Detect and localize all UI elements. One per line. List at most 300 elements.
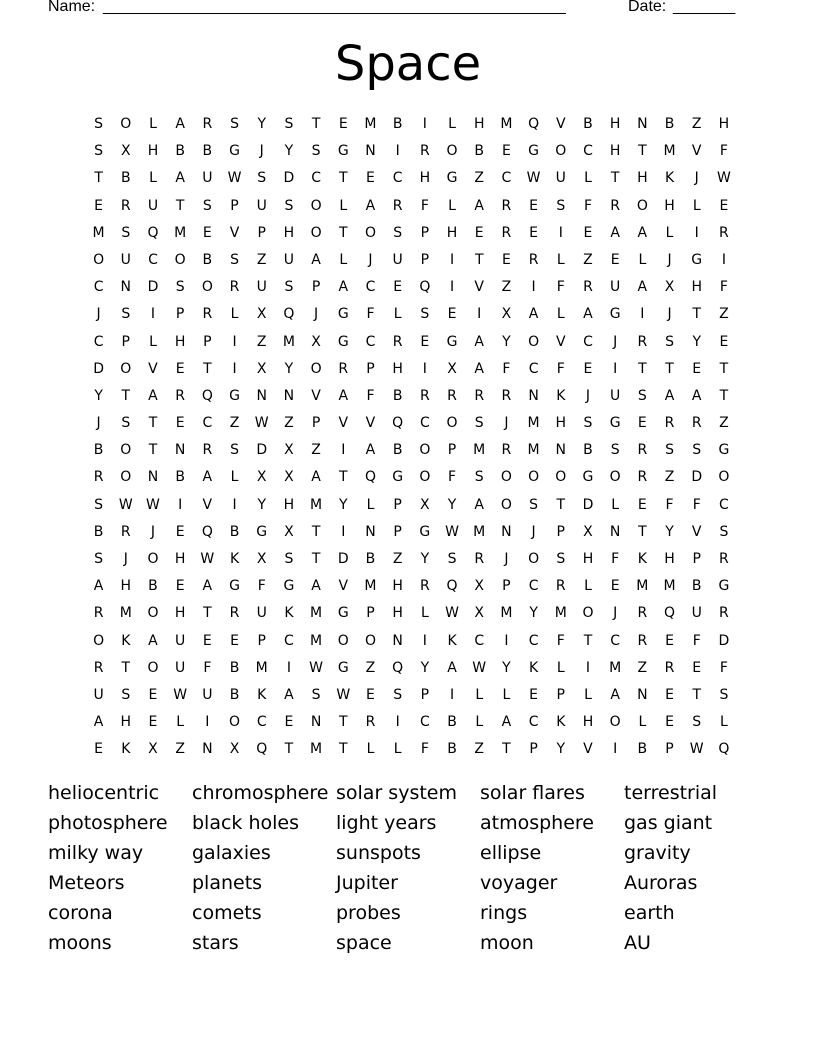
grid-row [85, 494, 738, 521]
grid-letter: S [420, 306, 430, 323]
grid-letter: A [338, 279, 349, 296]
grid-letter: I [449, 279, 455, 296]
grid-letter: O [310, 360, 322, 377]
grid-letter: E [665, 632, 674, 649]
grid-row [85, 358, 738, 385]
grid-letter: H [120, 578, 132, 595]
grid-letter: D [718, 632, 730, 649]
grid-letter: I [150, 306, 156, 323]
grid-letter: L [556, 306, 565, 323]
date-blank-line: _______ [673, 0, 736, 15]
grid-letter: R [719, 224, 729, 241]
grid-letter: U [202, 170, 213, 187]
grid-letter: A [175, 170, 185, 187]
grid-row [85, 711, 738, 738]
grid-letter: L [230, 469, 239, 486]
grid-letter: N [174, 442, 186, 459]
grid-letter: I [232, 496, 237, 513]
grid-letter: H [283, 496, 295, 513]
grid-letter: S [556, 551, 566, 567]
grid-letter: B [229, 686, 240, 703]
word-list-item: stars [192, 932, 239, 954]
grid-letter: X [148, 741, 158, 758]
grid-letter: U [147, 197, 159, 214]
grid-letter: R [392, 197, 403, 214]
grid-letter: T [638, 523, 647, 540]
grid-letter: E [366, 170, 375, 187]
grid-letter: P [393, 523, 402, 540]
grid-letter: N [147, 469, 159, 486]
grid-letter: H [392, 360, 403, 377]
grid-letter: R [583, 279, 593, 296]
grid-letter: Y [692, 333, 701, 350]
grid-letter: O [609, 469, 621, 486]
grid-letter: Q [201, 387, 213, 404]
grid-letter: H [392, 605, 403, 622]
grid-letter: S [121, 686, 131, 703]
grid-letter: T [339, 224, 348, 241]
grid-letter: E [420, 333, 430, 350]
grid-letter: B [691, 578, 702, 595]
grid-letter: C [583, 143, 593, 160]
grid-row [85, 439, 738, 466]
grid-letter: I [504, 632, 509, 649]
grid-letter: L [149, 170, 157, 187]
grid-letter: Y [339, 496, 348, 513]
name-blank-line: ____________________________________________________ [103, 0, 566, 15]
grid-letter: X [474, 578, 485, 595]
grid-letter: G [283, 578, 295, 595]
grid-letter: T [556, 496, 566, 513]
grid-letter: Z [256, 333, 267, 350]
grid-letter: E [529, 224, 539, 241]
grid-row [85, 113, 738, 140]
grid-row [85, 521, 738, 548]
grid-letter: W [526, 170, 541, 187]
grid-letter: V [338, 415, 349, 432]
grid-letter: S [202, 197, 212, 214]
grid-letter: U [256, 605, 267, 622]
grid-letter: A [202, 578, 213, 595]
grid-letter: U [610, 279, 621, 296]
grid-letter: I [613, 360, 618, 377]
grid-letter: S [692, 442, 702, 459]
word-list-item: atmosphere [480, 812, 594, 834]
grid-letter: A [474, 496, 484, 513]
grid-letter: C [392, 170, 403, 187]
grid-letter: S [121, 224, 131, 241]
word-list [48, 779, 768, 959]
grid-letter: B [229, 523, 240, 540]
grid-letter: D [283, 170, 295, 187]
grid-letter: M [364, 578, 377, 595]
grid-letter: A [311, 578, 321, 595]
grid-letter: L [665, 224, 674, 241]
grid-letter: U [202, 686, 213, 703]
grid-letter: T [311, 523, 321, 540]
grid-letter: Y [529, 605, 538, 622]
grid-letter: E [175, 523, 185, 540]
grid-letter: F [692, 632, 701, 649]
grid-letter: M [473, 523, 486, 540]
grid-letter: J [667, 251, 672, 268]
grid-letter: S [311, 143, 321, 160]
grid-letter: T [502, 741, 511, 758]
grid-letter: L [475, 686, 484, 703]
grid-letter: R [229, 605, 240, 622]
grid-letter: Z [256, 251, 267, 268]
grid-letter: W [472, 659, 487, 676]
grid-letter: R [474, 387, 485, 404]
grid-letter: E [175, 360, 185, 377]
grid-letter: O [446, 143, 458, 160]
grid-letter: O [310, 197, 322, 214]
grid-letter: W [309, 659, 324, 676]
grid-letter: Y [556, 741, 566, 758]
grid-letter: T [692, 306, 701, 323]
word-list-item: comets [192, 902, 262, 924]
page-title: Space [334, 36, 482, 92]
grid-letter: G [691, 251, 703, 268]
grid-letter: R [664, 659, 675, 676]
grid-letter: T [311, 551, 321, 567]
grid-letter: F [719, 659, 728, 676]
grid-letter: E [202, 632, 212, 649]
grid-letter: O [582, 605, 594, 622]
grid-letter: I [205, 714, 210, 731]
grid-letter: I [613, 741, 618, 758]
grid-letter: C [419, 415, 430, 432]
grid-letter: T [638, 360, 647, 377]
grid-letter: H [174, 551, 186, 567]
grid-letter: T [148, 442, 158, 459]
grid-letter: B [447, 714, 457, 731]
grid-letter: J [613, 333, 618, 350]
word-list-item: AU [624, 932, 651, 954]
grid-letter: F [611, 551, 620, 567]
grid-letter: B [93, 442, 104, 459]
grid-letter: E [583, 360, 593, 377]
grid-letter: H [609, 116, 621, 132]
grid-letter: R [447, 387, 457, 404]
grid-letter: S [311, 686, 321, 703]
grid-letter: E [665, 714, 674, 731]
grid-letter: B [637, 741, 648, 758]
grid-letter: Y [284, 143, 294, 160]
grid-letter: C [148, 251, 158, 268]
grid-letter: Q [364, 469, 376, 486]
word-list-item: solar system [336, 782, 457, 804]
grid-letter: Y [665, 523, 674, 540]
grid-letter: D [582, 496, 594, 513]
grid-letter: H [392, 578, 403, 595]
grid-letter: X [256, 469, 267, 486]
grid-letter: G [446, 170, 458, 187]
grid-letter: K [637, 551, 647, 567]
grid-letter: Z [719, 306, 729, 323]
grid-letter: E [94, 197, 104, 214]
grid-letter: A [93, 714, 104, 731]
grid-letter: E [202, 224, 212, 241]
grid-letter: I [232, 333, 237, 350]
grid-letter: M [310, 741, 323, 758]
grid-letter: R [691, 415, 702, 432]
word-list-item: photosphere [48, 812, 168, 834]
grid-letter: A [691, 387, 702, 404]
grid-letter: R [338, 360, 349, 377]
grid-letter: N [283, 387, 295, 404]
grid-letter: D [147, 279, 159, 296]
grid-letter: C [528, 360, 539, 377]
grid-letter: M [663, 578, 676, 595]
grid-letter: B [664, 116, 675, 132]
grid-letter: X [420, 496, 430, 513]
grid-letter: M [500, 116, 513, 132]
grid-letter: S [230, 116, 239, 132]
grid-letter: M [310, 632, 323, 649]
grid-letter: D [337, 551, 349, 567]
grid-letter: E [393, 279, 403, 296]
grid-row [85, 140, 738, 167]
grid-letter: R [719, 551, 729, 567]
grid-letter: T [339, 170, 348, 187]
grid-letter: H [582, 551, 594, 567]
word-list-item: Meteors [48, 872, 125, 894]
grid-letter: Y [420, 551, 430, 567]
grid-letter: L [149, 116, 157, 132]
grid-row [85, 548, 738, 575]
grid-letter: P [203, 333, 212, 350]
grid-letter: O [93, 251, 105, 268]
grid-letter: R [637, 469, 648, 486]
grid-letter: N [392, 632, 403, 649]
grid-letter: Z [229, 415, 240, 432]
grid-letter: T [339, 714, 348, 731]
grid-letter: U [610, 387, 621, 404]
grid-letter: P [121, 333, 130, 350]
grid-letter: H [174, 605, 186, 622]
grid-letter: V [474, 279, 484, 296]
grid-letter: Y [447, 496, 457, 513]
grid-letter: A [311, 469, 321, 486]
grid-letter: F [665, 496, 674, 513]
grid-letter: M [310, 605, 323, 622]
grid-letter: Q [419, 279, 431, 296]
grid-letter: E [692, 360, 702, 377]
grid-letter: B [392, 387, 403, 404]
grid-letter: U [392, 251, 403, 268]
grid-letter: P [556, 686, 565, 703]
grid-letter: F [692, 496, 701, 513]
grid-letter: R [120, 197, 131, 214]
grid-letter: O [500, 469, 512, 486]
grid-letter: I [422, 116, 427, 132]
word-list-item: heliocentric [48, 782, 160, 804]
grid-letter: M [473, 442, 486, 459]
grid-letter: L [475, 714, 484, 731]
grid-letter: R [719, 605, 729, 622]
grid-letter: O [528, 551, 540, 567]
word-list-item: galaxies [192, 842, 271, 864]
grid-letter: J [123, 551, 128, 567]
word-list-item: space [336, 932, 392, 954]
grid-letter: S [665, 442, 674, 459]
date-label: Date: [628, 0, 667, 15]
grid-letter: R [501, 387, 512, 404]
grid-letter: R [501, 197, 512, 214]
grid-letter: L [393, 306, 402, 323]
grid-letter: J [667, 306, 672, 323]
grid-letter: Q [392, 415, 404, 432]
grid-letter: M [527, 442, 540, 459]
grid-letter: I [721, 251, 726, 268]
grid-letter: O [609, 714, 621, 731]
grid-letter: K [257, 686, 267, 703]
grid-letter: S [121, 415, 131, 432]
grid-letter: Q [147, 224, 159, 241]
grid-letter: G [419, 523, 431, 540]
grid-letter: I [422, 632, 427, 649]
grid-letter: K [556, 387, 566, 404]
grid-letter: J [96, 415, 101, 432]
header-line [48, 0, 748, 20]
word-list-item: chromosphere [192, 782, 329, 804]
grid-letter: S [94, 143, 104, 160]
grid-letter: E [719, 333, 729, 350]
grid-row [85, 385, 738, 412]
grid-letter: U [283, 251, 295, 268]
word-list-item: probes [336, 902, 401, 924]
grid-letter: H [555, 415, 567, 432]
grid-letter: T [638, 143, 647, 160]
grid-letter: G [528, 143, 540, 160]
grid-letter: O [147, 659, 159, 676]
grid-letter: I [395, 143, 400, 160]
grid-letter: O [174, 251, 186, 268]
grid-letter: H [664, 551, 675, 567]
grid-letter: Y [502, 659, 511, 676]
word-list-item: solar flares [480, 782, 585, 804]
grid-letter: N [120, 279, 132, 296]
grid-letter: U [256, 279, 267, 296]
word-list-item: moons [48, 932, 112, 954]
grid-letter: W [716, 170, 731, 187]
grid-letter: A [637, 224, 648, 241]
grid-letter: R [474, 551, 485, 567]
word-list-item: ellipse [480, 842, 542, 864]
grid-letter: N [609, 523, 621, 540]
grid-letter: Q [718, 741, 730, 758]
word-list-row [48, 869, 768, 899]
grid-letter: U [256, 197, 267, 214]
grid-letter: L [556, 659, 565, 676]
grid-letter: A [664, 387, 675, 404]
grid-letter: F [556, 279, 565, 296]
grid-letter: C [528, 714, 539, 731]
grid-row [85, 575, 738, 602]
grid-letter: X [474, 605, 485, 622]
grid-letter: S [719, 686, 729, 703]
grid-letter: V [691, 143, 702, 160]
grid-letter: L [720, 714, 728, 731]
grid-letter: C [284, 632, 294, 649]
grid-letter: L [611, 496, 620, 513]
grid-letter: B [365, 551, 376, 567]
grid-letter: L [502, 686, 511, 703]
grid-letter: F [556, 360, 565, 377]
grid-letter: W [118, 496, 133, 513]
grid-letter: G [337, 333, 349, 350]
grid-letter: I [341, 442, 346, 459]
grid-letter: E [94, 741, 104, 758]
grid-letter: F [420, 197, 429, 214]
grid-letter: I [341, 523, 346, 540]
grid-letter: P [529, 741, 538, 758]
grid-letter: R [501, 442, 512, 459]
grid-letter: P [175, 306, 185, 323]
grid-letter: S [474, 415, 484, 432]
grid-letter: R [229, 279, 240, 296]
grid-letter: R [93, 605, 104, 622]
word-list-item: rings [480, 902, 528, 924]
grid-letter: L [149, 333, 157, 350]
grid-letter: G [256, 523, 268, 540]
grid-letter: T [284, 741, 294, 758]
grid-letter: T [121, 659, 131, 676]
grid-letter: F [556, 632, 565, 649]
grid-letter: N [637, 116, 648, 132]
grid-letter: O [93, 632, 105, 649]
grid-letter: P [556, 523, 565, 540]
grid-letter: X [664, 279, 675, 296]
grid-letter: O [718, 469, 730, 486]
grid-row [85, 738, 738, 765]
grid-letter: P [502, 578, 511, 595]
grid-letter: I [422, 360, 427, 377]
grid-letter: G [229, 143, 240, 160]
grid-letter: S [121, 306, 131, 323]
grid-letter: O [337, 632, 349, 649]
grid-letter: C [93, 279, 104, 296]
grid-letter: P [366, 605, 375, 622]
grid-letter: N [365, 523, 376, 540]
grid-letter: R [419, 387, 430, 404]
grid-letter: S [257, 170, 267, 187]
grid-letter: C [256, 714, 267, 731]
grid-letter: X [120, 143, 131, 160]
grid-letter: Y [257, 116, 266, 132]
grid-letter: Q [283, 306, 295, 323]
grid-letter: S [94, 116, 104, 132]
grid-letter: A [148, 632, 158, 649]
grid-letter: O [419, 442, 431, 459]
grid-letter: R [637, 442, 648, 459]
grid-letter: B [120, 170, 131, 187]
word-list-row [48, 779, 768, 809]
word-list-row [48, 809, 768, 839]
grid-letter: H [283, 224, 295, 241]
grid-letter: E [338, 116, 348, 132]
grid-letter: H [691, 279, 702, 296]
grid-letter: S [230, 442, 239, 459]
grid-letter: U [93, 686, 104, 703]
grid-letter: S [94, 496, 104, 513]
grid-letter: Z [284, 415, 294, 432]
grid-letter: Q [446, 578, 458, 595]
grid-letter: F [719, 143, 728, 160]
grid-letter: O [147, 551, 159, 567]
grid-letter: U [555, 170, 566, 187]
